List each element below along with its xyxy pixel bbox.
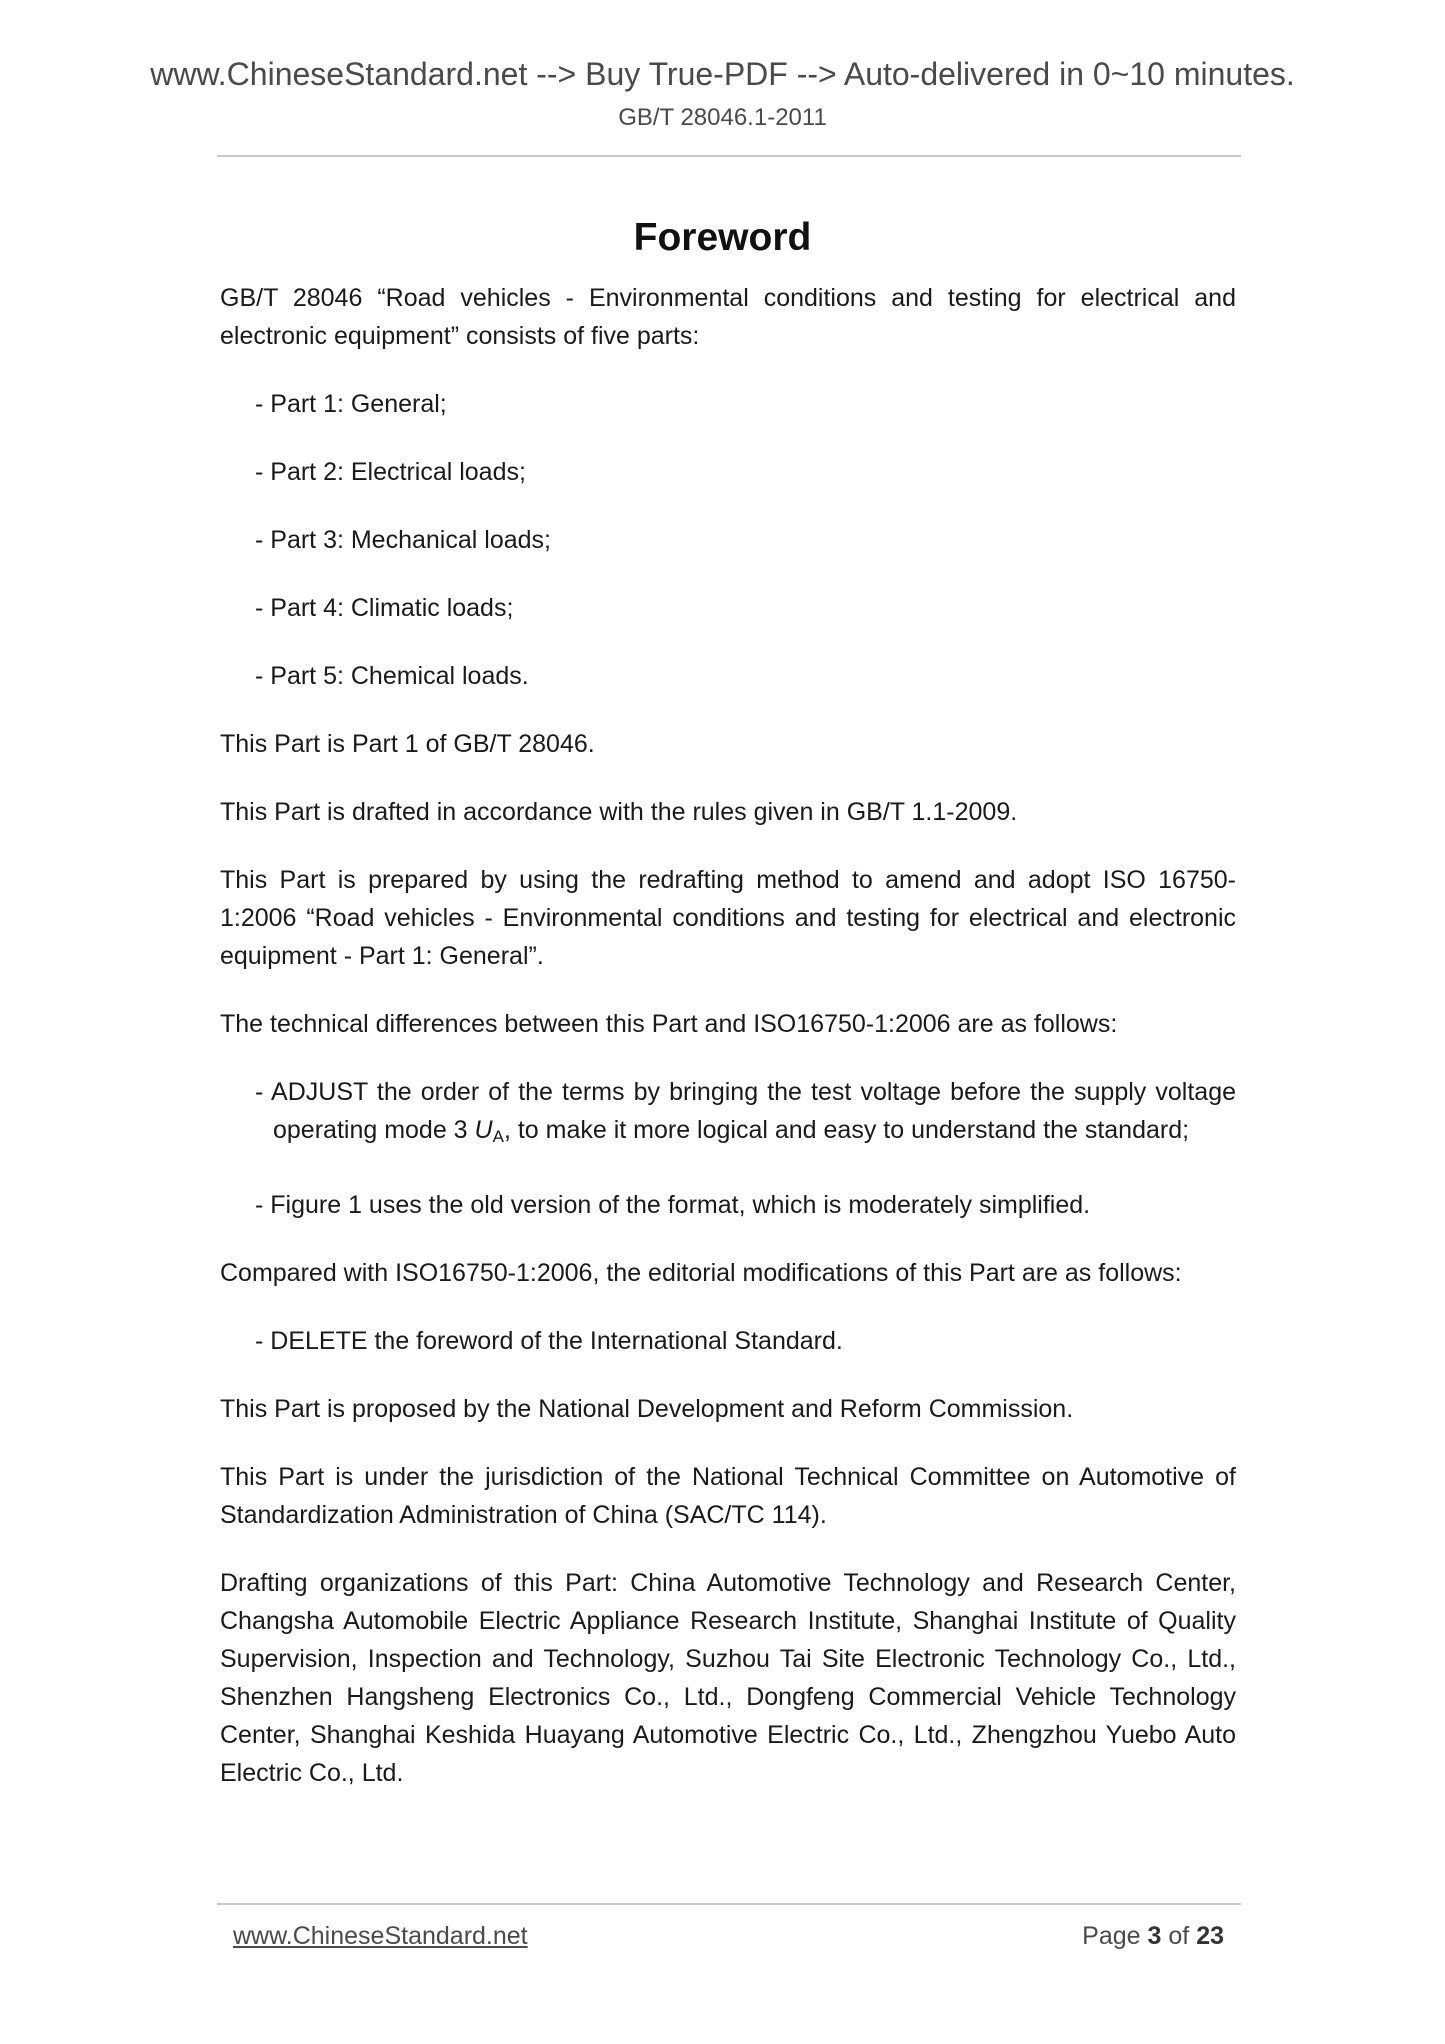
item-text: - ADJUST the order of the terms by bringing the test voltage before the supply voltage operating mode 3: [255, 1078, 1236, 1144]
list-item: - Part 2: Electrical loads;: [255, 458, 526, 486]
list-item: - Part 4: Climatic loads;: [255, 594, 514, 622]
list-item: - Part 1: General;: [255, 390, 447, 418]
page-title: Foreword: [633, 216, 812, 260]
page-of: of: [1168, 1922, 1190, 1950]
current-page: 3: [1147, 1922, 1162, 1950]
page-label: Page: [1082, 1922, 1141, 1950]
intro-paragraph: GB/T 28046 “Road vehicles - Environmental conditions and testing for electrical and electronic equipment” consists of five parts:: [220, 284, 1236, 350]
item-text-end: , to make it more logical and easy to understand the standard;: [503, 1116, 1190, 1144]
footer-site-link[interactable]: www.ChineseStandard.net: [233, 1922, 528, 1950]
voltage-subscript: A: [492, 1127, 504, 1146]
part-statement: This Part is Part 1 of GB/T 28046.: [220, 730, 595, 758]
technical-difference-item: [255, 1073, 1236, 1156]
header-doc-code: GB/T 28046.1-2011: [618, 104, 827, 131]
parts-list: [220, 385, 1236, 695]
page-indicator: [1082, 1922, 1224, 1951]
header-banner[interactable]: www.ChineseStandard.net --> Buy True-PDF --> Auto-delivered in 0~10 minutes.: [150, 56, 1295, 92]
adoption-paragraph: This Part is prepared by using the redrafting method to amend and adopt ISO 16750-1:2006 “Road vehicles - Environmental conditions and testing for electrical and electronic equipment - Part 1: General”.: [220, 866, 1236, 970]
drafting-rules-paragraph: This Part is drafted in accordance with the rules given in GB/T 1.1-2009.: [220, 798, 1018, 826]
editorial-modification-item: - DELETE the foreword of the International Standard.: [255, 1327, 843, 1355]
proposed-by-paragraph: This Part is proposed by the National Development and Reform Commission.: [220, 1395, 1074, 1423]
total-pages: 23: [1196, 1922, 1224, 1950]
drafting-organizations-paragraph: Drafting organizations of this Part: China Automotive Technology and Research Center, Changsha Automobile Electric Appliance Research Institute, Shanghai Institute of Quality Supervision, Inspection and Technology, Suzhou Tai Site Electronic Technology Co., Ltd., Shenzhen Hangsheng Electronics Co., Ltd., Dongfeng Commercial Vehicle Technology Center, Shanghai Keshida Huayang Automotive Electric Co., Ltd., Zhengzhou Yuebo Auto Electric Co., Ltd.: [220, 1569, 1236, 1787]
footer-divider: [217, 1903, 1241, 1905]
list-item: - Part 5: Chemical loads.: [255, 662, 529, 690]
document-body: [220, 279, 1236, 1822]
jurisdiction-paragraph: This Part is under the jurisdiction of the National Technical Committee on Automotive of Standardization Administration of China (SAC/TC 114).: [220, 1463, 1236, 1529]
technical-differences-intro: The technical differences between this Part and ISO16750-1:2006 are as follows:: [220, 1010, 1118, 1038]
voltage-symbol: U: [474, 1116, 493, 1144]
header-divider: [217, 155, 1241, 157]
editorial-modifications-intro: Compared with ISO16750-1:2006, the editorial modifications of this Part are as follows:: [220, 1259, 1182, 1287]
technical-difference-item: - Figure 1 uses the old version of the format, which is moderately simplified.: [255, 1191, 1091, 1219]
list-item: - Part 3: Mechanical loads;: [255, 526, 551, 554]
